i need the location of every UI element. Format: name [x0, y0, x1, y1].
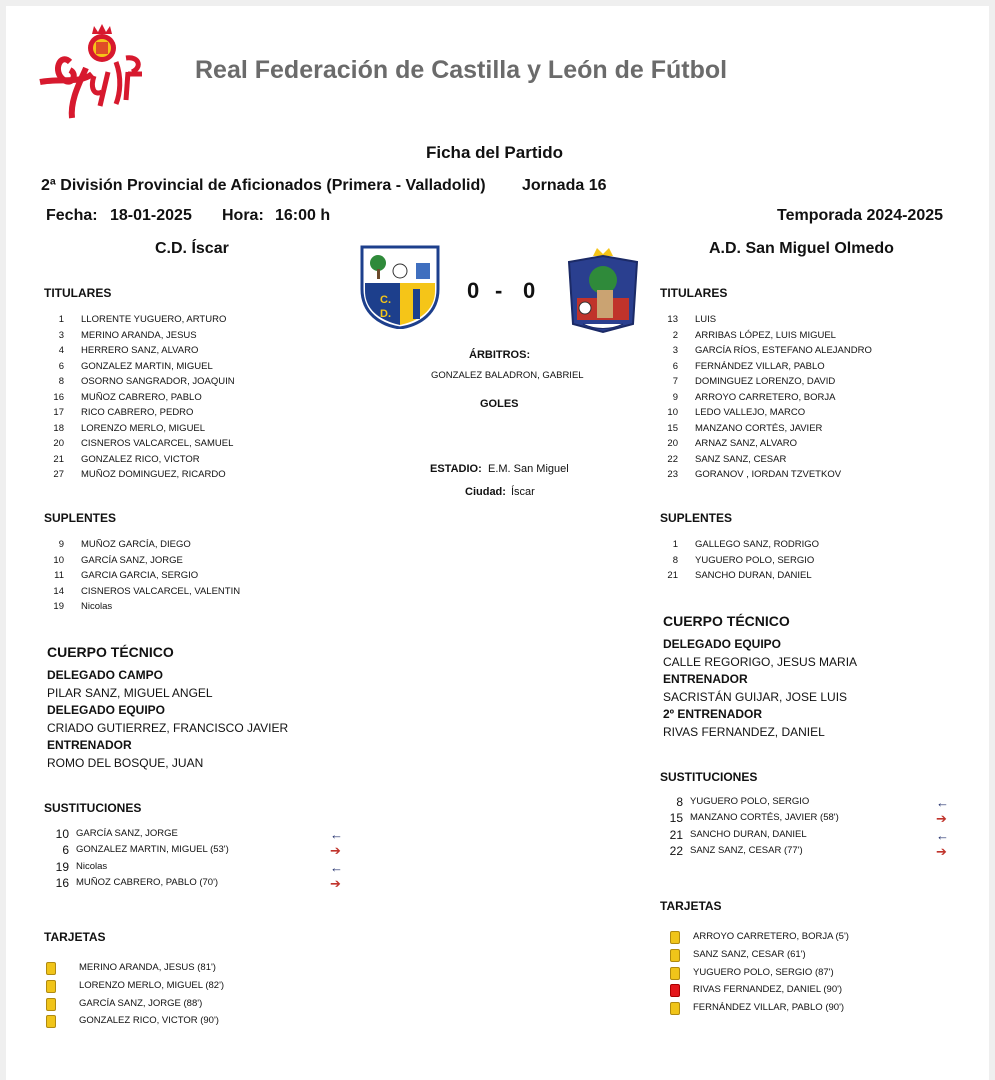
player-name: CISNEROS VALCARCEL, SAMUEL — [81, 438, 234, 449]
player-name: GARCIA GARCIA, SERGIO — [81, 570, 199, 581]
list-item — [46, 330, 346, 346]
svg-text:C.: C. — [380, 294, 391, 306]
list-item — [46, 361, 346, 377]
player-number: 22 — [667, 453, 678, 465]
player-name: LUIS — [695, 314, 717, 325]
player-number: 21 — [667, 570, 678, 581]
time-value: 16:00 h — [275, 207, 331, 224]
away-score: 0 — [523, 278, 536, 303]
arrow-left-icon: ← — [936, 795, 949, 810]
player-name: MUÑOZ DOMINGUEZ, RICARDO — [81, 469, 226, 480]
organization-title: Real Federación de Castilla y León de Fútbol — [195, 56, 728, 84]
player-name: SANCHO DURAN, DANIEL — [695, 570, 812, 581]
list-item — [46, 539, 346, 555]
yellow-card-icon — [46, 980, 56, 993]
list-item — [46, 843, 346, 859]
player-name: MUÑOZ CABRERO, PABLO — [81, 391, 202, 403]
player-name: GARCÍA SANZ, JORGE (88') — [79, 997, 203, 1009]
away-staff-name: RIVAS FERNANDEZ, DANIEL — [663, 725, 825, 739]
home-staff-name: CRIADO GUTIERREZ, FRANCISCO JAVIER — [47, 721, 289, 735]
list-item — [46, 980, 346, 998]
away-staff-role: DELEGADO EQUIPO — [663, 637, 782, 651]
list-item — [660, 392, 960, 408]
referee-name: GONZALEZ BALADRON, GABRIEL — [431, 370, 584, 381]
away-starters-list — [660, 314, 960, 485]
player-name: LORENZO MERLO, MIGUEL — [81, 422, 206, 434]
match-sheet-page — [6, 6, 989, 1080]
arrow-right-icon: ➔ — [936, 843, 947, 859]
player-number: 21 — [53, 453, 64, 465]
list-item — [46, 423, 346, 439]
player-number: 19 — [55, 859, 69, 874]
away-staff-name: SACRISTÁN GUIJAR, JOSE LUIS — [663, 690, 848, 704]
list-item — [670, 984, 970, 1002]
list-item — [46, 601, 346, 617]
home-staff-role: DELEGADO CAMPO — [47, 668, 164, 682]
list-item — [660, 539, 960, 555]
player-name: OSORNO SANGRADOR, JOAQUIN — [81, 376, 235, 387]
player-number: 8 — [676, 795, 683, 809]
list-item — [660, 844, 960, 860]
player-name: GALLEGO SANZ, RODRIGO — [695, 539, 820, 550]
list-item — [46, 962, 346, 980]
player-name: YUGUERO POLO, SERGIO — [690, 796, 810, 807]
list-item — [660, 314, 960, 330]
referees-label: ÁRBITROS: — [469, 349, 531, 361]
player-name: Nicolas — [76, 860, 108, 872]
player-name: GARCÍA SANZ, JORGE — [76, 828, 178, 839]
player-number: 6 — [672, 360, 678, 372]
player-name: MANZANO CORTÉS, JAVIER (58') — [690, 812, 839, 824]
player-name: YUGUERO POLO, SERGIO — [695, 554, 815, 566]
list-item — [660, 407, 960, 423]
stadium-label: ESTADIO: — [430, 463, 482, 475]
list-item — [46, 998, 346, 1016]
player-name: RICO CABRERO, PEDRO — [81, 407, 194, 418]
list-item — [670, 967, 970, 985]
home-staff-name: PILAR SANZ, MIGUEL ANGEL — [47, 686, 213, 700]
list-item — [660, 330, 960, 346]
player-number: 13 — [667, 314, 678, 325]
away-team-name: A.D. San Miguel Olmedo — [709, 240, 894, 257]
away-staff-role: 2º ENTRENADOR — [663, 707, 763, 721]
home-starters-heading: TITULARES — [44, 286, 112, 300]
away-substitutes-heading: SUPLENTES — [660, 511, 733, 525]
player-number: 23 — [667, 469, 678, 480]
player-number: 1 — [58, 314, 64, 325]
arrow-right-icon: ➔ — [936, 811, 947, 827]
yellow-card-icon — [670, 967, 680, 980]
away-substitutions-list — [660, 795, 960, 860]
list-item — [660, 345, 960, 361]
list-item — [660, 438, 960, 454]
goals-label: GOLES — [480, 398, 519, 410]
list-item — [46, 555, 346, 571]
list-item — [660, 795, 960, 811]
player-number: 11 — [54, 570, 64, 581]
list-item — [660, 555, 960, 571]
player-name: FERNÁNDEZ VILLAR, PABLO — [695, 360, 825, 372]
player-number: 16 — [53, 391, 64, 403]
player-number: 2 — [672, 329, 678, 341]
player-name: GARCÍA SANZ, JORGE — [81, 554, 183, 566]
player-number: 10 — [53, 554, 64, 566]
arrow-left-icon: ← — [936, 827, 949, 843]
home-score: 0 — [467, 278, 480, 303]
yellow-card-icon — [670, 1002, 680, 1015]
list-item — [46, 345, 346, 361]
player-name: ARROYO CARRETERO, BORJA — [695, 391, 836, 403]
list-item — [660, 570, 960, 586]
away-cards-heading: TARJETAS — [660, 899, 722, 913]
list-item — [46, 570, 346, 586]
list-item — [46, 454, 346, 470]
player-name: SANZ SANZ, CESAR (61') — [693, 948, 806, 960]
cd-iscar-crest — [360, 245, 440, 329]
home-cards-list — [46, 962, 346, 1033]
list-item — [660, 469, 960, 485]
list-item — [670, 931, 970, 949]
player-number: 19 — [53, 601, 64, 612]
date-label: Fecha: — [46, 207, 98, 224]
player-name: MERINO ARANDA, JESUS (81') — [79, 962, 216, 973]
away-staff-role: ENTRENADOR — [663, 672, 748, 686]
player-name: SANZ SANZ, CESAR — [695, 453, 787, 465]
player-name: CISNEROS VALCARCEL, VALENTIN — [81, 585, 241, 597]
home-cards-heading: TARJETAS — [44, 930, 106, 944]
list-item — [660, 423, 960, 439]
away-starters-heading: TITULARES — [660, 286, 728, 300]
player-number: 20 — [667, 438, 678, 449]
player-name: LORENZO MERLO, MIGUEL (82') — [79, 979, 225, 991]
list-item — [46, 1015, 346, 1033]
player-name: SANCHO DURAN, DANIEL — [690, 828, 807, 840]
player-name: YUGUERO POLO, SERGIO (87') — [693, 966, 834, 978]
arrow-left-icon: ← — [330, 827, 343, 842]
player-name: GONZALEZ MARTIN, MIGUEL (53') — [76, 844, 229, 856]
player-number: 9 — [672, 391, 678, 403]
home-staff-role: ENTRENADOR — [47, 738, 132, 752]
player-name: Nicolas — [81, 601, 113, 612]
player-number: 17 — [53, 407, 64, 418]
player-number: 20 — [53, 438, 64, 449]
player-name: ARROYO CARRETERO, BORJA (5') — [693, 931, 849, 942]
yellow-card-icon — [46, 962, 56, 975]
home-substitutes-list — [46, 539, 346, 617]
list-item — [660, 454, 960, 470]
list-item — [46, 827, 346, 843]
score-separator: - — [495, 278, 503, 303]
player-name: ARRIBAS LÓPEZ, LUIS MIGUEL — [695, 329, 836, 341]
player-number: 15 — [667, 422, 678, 434]
list-item — [660, 361, 960, 377]
player-name: MUÑOZ CABRERO, PABLO (70') — [76, 876, 219, 888]
player-number: 18 — [53, 422, 64, 434]
away-substitutes-list — [660, 539, 960, 586]
player-number: 4 — [58, 345, 64, 356]
red-card-icon — [670, 984, 680, 997]
player-name: SANZ SANZ, CESAR (77') — [690, 844, 803, 856]
home-staff-heading: CUERPO TÉCNICO — [47, 644, 174, 660]
player-number: 10 — [55, 827, 69, 841]
svg-text:D.: D. — [380, 308, 391, 320]
player-number: 22 — [669, 843, 683, 858]
player-number: 16 — [55, 875, 69, 890]
player-name: RIVAS FERNANDEZ, DANIEL (90') — [693, 984, 843, 996]
document-title: Ficha del Partido — [426, 143, 563, 162]
player-number: 3 — [58, 329, 64, 341]
away-substitutions-heading: SUSTITUCIONES — [660, 770, 758, 784]
player-name: DOMINGUEZ LORENZO, DAVID — [695, 376, 836, 387]
player-name: GONZALEZ MARTIN, MIGUEL — [81, 360, 213, 372]
date-value: 18-01-2025 — [110, 207, 192, 224]
player-name: GARCÍA RÍOS, ESTEFANO ALEJANDRO — [695, 345, 872, 356]
player-name: MERINO ARANDA, JESUS — [81, 329, 197, 341]
city-name: Íscar — [511, 486, 535, 498]
home-substitutions-list — [46, 827, 346, 892]
player-name: FERNÁNDEZ VILLAR, PABLO (90') — [693, 1002, 845, 1014]
yellow-card-icon — [670, 931, 680, 944]
player-number: 3 — [672, 345, 678, 356]
list-item — [660, 811, 960, 827]
yellow-card-icon — [46, 1015, 56, 1028]
list-item — [46, 860, 346, 876]
player-name: ARNAZ SANZ, ALVARO — [695, 438, 798, 449]
list-item — [46, 586, 346, 602]
matchday: Jornada 16 — [522, 177, 607, 194]
city-label: Ciudad: — [465, 486, 506, 498]
list-item — [670, 1002, 970, 1020]
list-item — [660, 828, 960, 844]
player-number: 1 — [672, 539, 678, 550]
yellow-card-icon — [670, 949, 680, 962]
fcylf-logo — [30, 22, 150, 128]
arrow-right-icon: ➔ — [330, 843, 341, 859]
player-number: 6 — [58, 360, 64, 372]
list-item — [660, 376, 960, 392]
home-substitutions-heading: SUSTITUCIONES — [44, 801, 142, 815]
list-item — [670, 949, 970, 967]
competition: 2ª División Provincial de Aficionados (Primera - Valladolid) — [41, 177, 486, 194]
home-staff-role: DELEGADO EQUIPO — [47, 703, 166, 717]
player-name: GONZALEZ RICO, VICTOR — [81, 453, 200, 465]
ad-san-miguel-olmedo-crest — [563, 246, 643, 334]
arrow-left-icon: ← — [330, 859, 343, 875]
player-number: 9 — [58, 539, 64, 550]
player-number: 7 — [672, 376, 678, 387]
player-name: HERRERO SANZ, ALVARO — [81, 345, 199, 356]
list-item — [46, 314, 346, 330]
home-substitutes-heading: SUPLENTES — [44, 511, 117, 525]
list-item — [46, 469, 346, 485]
away-staff-name: CALLE REGORIGO, JESUS MARIA — [663, 655, 858, 669]
player-number: 27 — [53, 469, 64, 480]
player-name: LLORENTE YUGUERO, ARTURO — [81, 314, 227, 325]
player-number: 21 — [669, 827, 683, 842]
away-cards-list — [670, 931, 970, 1020]
home-staff-name: ROMO DEL BOSQUE, JUAN — [47, 756, 204, 770]
player-number: 8 — [672, 554, 678, 566]
season: Temporada 2024-2025 — [777, 207, 944, 224]
player-name: MANZANO CORTÉS, JAVIER — [695, 422, 823, 434]
list-item — [46, 438, 346, 454]
player-name: GONZALEZ RICO, VICTOR (90') — [79, 1015, 219, 1027]
home-starters-list — [46, 314, 346, 485]
player-number: 8 — [58, 376, 64, 387]
player-name: MUÑOZ GARCÍA, DIEGO — [81, 539, 191, 550]
player-number: 10 — [667, 407, 678, 418]
list-item — [46, 392, 346, 408]
player-number: 14 — [53, 585, 64, 597]
list-item — [46, 376, 346, 392]
stadium-name: E.M. San Miguel — [488, 463, 569, 475]
yellow-card-icon — [46, 998, 56, 1011]
player-name: LEDO VALLEJO, MARCO — [695, 407, 806, 418]
arrow-right-icon: ➔ — [330, 875, 341, 891]
player-number: 15 — [669, 811, 683, 826]
player-number: 6 — [62, 843, 69, 858]
player-name: GORANOV , IORDAN TZVETKOV — [695, 469, 842, 480]
list-item — [46, 876, 346, 892]
time-label: Hora: — [222, 207, 264, 224]
list-item — [46, 407, 346, 423]
away-staff-heading: CUERPO TÉCNICO — [663, 613, 790, 629]
home-team-name: C.D. Íscar — [155, 240, 229, 257]
